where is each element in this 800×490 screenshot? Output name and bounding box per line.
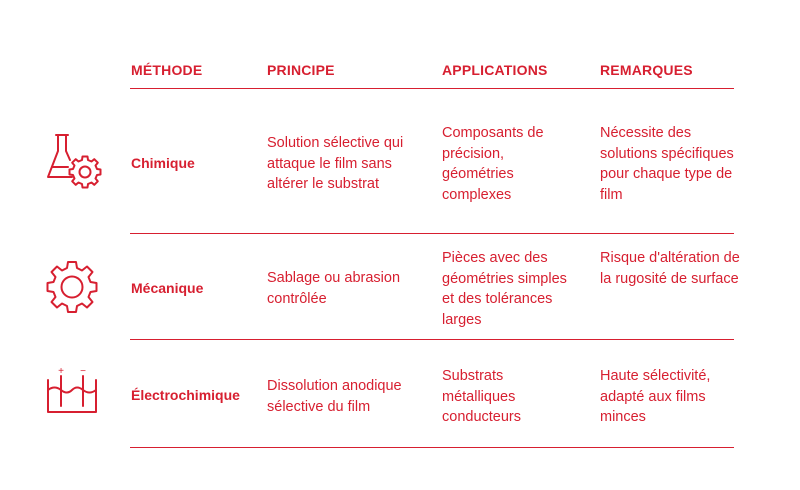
cell-remarques-electrochimique: Haute sélectivité, adapté aux films minces [600, 368, 711, 425]
cell-principe-electrochimique: Dissolution anodique sélective du film [267, 378, 402, 415]
cell-applications-mecanique: Pièces avec des géométries simples et des tolérances larges [442, 250, 567, 328]
cell-applications-chimique: Composants de précision, géométries complexes [442, 125, 544, 203]
cell-remarques-chimique: Nécessite des solutions spécifiques pour chaque type de film [600, 125, 734, 203]
divider-row-1 [130, 233, 734, 234]
header-methode: MÉTHODE [131, 62, 203, 78]
cell-remarques-mecanique: Risque d'altération de la rugosité de surface [600, 250, 740, 287]
cell-principe-mecanique: Sablage ou abrasion contrôlée [267, 270, 401, 307]
cell-applications-electrochimique: Substrats métalliques conducteurs [442, 368, 521, 425]
minus-symbol: − [80, 366, 86, 377]
gear-icon [46, 261, 98, 313]
plus-symbol: + [58, 366, 64, 377]
method-mecanique: Mécanique [131, 280, 204, 296]
header-remarques: REMARQUES [600, 62, 693, 78]
cell-principe-chimique: Solution sélective qui attaque le film sans altérer le substrat [267, 135, 404, 192]
header-principe: PRINCIPE [267, 62, 335, 78]
divider-bottom [130, 447, 734, 448]
electrolysis-cell-icon [46, 366, 100, 416]
divider-header [130, 88, 734, 89]
divider-row-2 [130, 339, 734, 340]
method-chimique: Chimique [131, 155, 195, 171]
method-electrochimique: Électrochimique [131, 387, 240, 403]
header-applications: APPLICATIONS [442, 62, 548, 78]
flask-gear-icon [46, 133, 106, 193]
